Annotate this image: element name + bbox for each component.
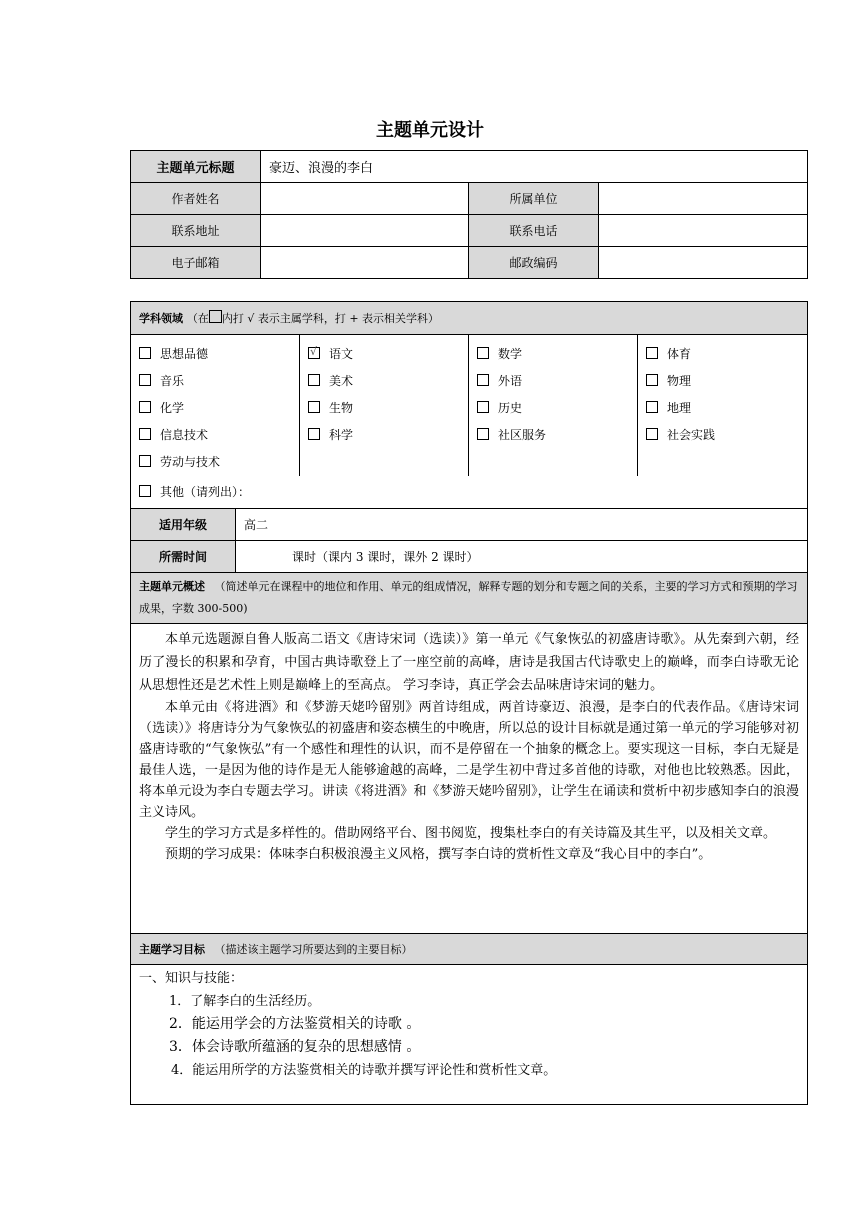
grade-value: 高二 (236, 508, 808, 540)
subject-option-label: 思想品德 (160, 347, 209, 361)
author-info-table (130, 150, 808, 279)
subject-option[interactable] (139, 422, 291, 449)
subject-option-label: 历史 (498, 401, 523, 415)
postcode-field[interactable] (599, 247, 808, 279)
subject-option[interactable] (308, 341, 460, 368)
subject-area-label: 学科领域 (139, 312, 183, 325)
overview-header (131, 572, 808, 623)
email-field[interactable] (261, 247, 469, 279)
overview-label: 主题单元概述 (139, 579, 205, 593)
overview-paragraph-4: 预期的学习成果：体味李白积极浪漫主义风格，撰写李白诗的赏析性文章及“我心目中的李白”。 (165, 846, 712, 862)
design-table (130, 301, 808, 1105)
subject-option[interactable] (477, 395, 629, 422)
unit-title-value: 豪迈、浪漫的李白 (261, 151, 808, 183)
checkbox-icon[interactable] (477, 374, 489, 386)
checkbox-checked-icon[interactable] (308, 347, 320, 359)
subject-option-label: 地理 (667, 401, 692, 415)
goal-item-4: 4．能运用所学的方法鉴赏相关的诗歌并撰写评论性和赏析性文章。 (171, 1062, 557, 1078)
subject-option-label: 科学 (329, 428, 354, 442)
checkbox-icon[interactable] (139, 401, 151, 413)
address-field[interactable] (261, 215, 469, 247)
subject-option[interactable] (477, 341, 629, 368)
subject-area-header (131, 302, 808, 335)
checkbox-sample-icon (209, 310, 222, 323)
subject-option[interactable] (646, 395, 799, 422)
goal-item-2: 2．能运用学会的方法鉴赏相关的诗歌 。 (169, 1015, 421, 1032)
subject-option[interactable] (646, 341, 799, 368)
phone-label: 联系电话 (469, 215, 599, 247)
checkbox-icon[interactable] (139, 347, 151, 359)
goals-body (131, 964, 808, 1104)
subject-other-label: 其他（请列出）： (160, 485, 251, 500)
goals-label: 主题学习目标 (139, 942, 205, 956)
subject-option-label: 社区服务 (498, 428, 547, 442)
checkbox-icon[interactable] (646, 347, 658, 359)
subject-option-label: 信息技术 (160, 428, 209, 442)
subject-option[interactable] (646, 422, 799, 449)
subject-option[interactable] (477, 368, 629, 395)
subject-option-label: 生物 (329, 401, 354, 415)
overview-paragraph-1: 本单元选题源自鲁人版高二语文《唐诗宋词（选读）》第一单元《气象恢弘的初盛唐诗歌》。从先秦到六朝，经历了漫长的积累和孕育，中国古典诗歌登上了一座空前的高峰，唐诗是我国古代诗歌史上的巅峰，而李白诗歌无论从思想性还是艺术性上则是巅峰上的至高点。 学习李诗，真正学会去品味唐诗宋词的魅力。 (139, 631, 800, 693)
unit-label: 所属单位 (469, 183, 599, 215)
address-label: 联系地址 (131, 215, 261, 247)
subject-option[interactable] (308, 395, 460, 422)
page-title: 主题单元设计 (376, 120, 484, 141)
subject-hint-a: （在 (186, 312, 209, 325)
goals-header (131, 933, 808, 964)
goals-hint: （描述该主题学习所要达到的主要目标） (214, 942, 413, 956)
checkbox-icon[interactable] (477, 347, 489, 359)
subject-option-label: 社会实践 (667, 428, 716, 442)
checkbox-icon[interactable] (308, 428, 320, 440)
subject-other-row[interactable] (131, 476, 808, 508)
subject-option-label: 劳动与技术 (160, 455, 221, 469)
subject-option-label: 语文 (329, 347, 354, 361)
subject-col-2 (300, 335, 469, 477)
checkbox-icon[interactable] (477, 428, 489, 440)
subject-option[interactable] (308, 422, 460, 449)
subject-option-label: 体育 (667, 347, 692, 361)
subject-option[interactable] (139, 341, 291, 368)
subject-option-label: 美术 (329, 374, 354, 388)
subject-option[interactable] (477, 422, 629, 449)
checkbox-icon[interactable] (646, 428, 658, 440)
subject-option-label: 物理 (667, 374, 692, 388)
unit-field[interactable] (599, 183, 808, 215)
subject-option[interactable] (139, 449, 291, 476)
checkbox-icon[interactable] (477, 401, 489, 413)
subject-col-3 (469, 335, 638, 477)
subject-option[interactable] (139, 395, 291, 422)
subject-hint-b: 内打 √ 表示主属学科，打 + 表示相关学科） (221, 312, 440, 325)
subject-option[interactable] (646, 368, 799, 395)
phone-field[interactable] (599, 215, 808, 247)
unit-title-label: 主题单元标题 (131, 151, 261, 183)
subject-col-4 (638, 335, 808, 477)
author-field[interactable] (261, 183, 469, 215)
overview-hint: （简述单元在课程中的地位和作用、单元的组成情况，解释专题的划分和专题之间的关系，主要的学习方式和预期的学习成果，字数 300-500) (139, 579, 798, 615)
overview-body (131, 623, 808, 933)
subject-col-1 (131, 335, 300, 477)
goals-heading: 一、知识与技能： (139, 970, 244, 986)
postcode-label: 邮政编码 (469, 247, 599, 279)
author-label: 作者姓名 (131, 183, 261, 215)
checkbox-icon[interactable] (139, 428, 151, 440)
overview-paragraph-2: 本单元由《将进酒》和《梦游天姥吟留别》两首诗组成，两首诗豪迈、浪漫，是李白的代表作品。《唐诗宋词（选读）》将唐诗分为气象恢弘的初盛唐和姿态横生的中晚唐，所以总的设计目标就是通过第一单元的学习能够对初盛唐诗歌的“气象恢弘”有一个感性和理性的认识，而不是停留在一个抽象的概念上。要实现这一目标，李白无疑是最佳人选，一是因为他的诗作是无人能够逾越的高峰，二是学生初中背过多首他的诗歌，对他也比较熟悉。因此，将本单元设为李白专题去学习。讲读《将进酒》和《梦游天姥吟留别》，让学生在诵读和赏析中初步感知李白的浪漫主义诗风。 (139, 699, 800, 820)
checkbox-icon[interactable] (646, 374, 658, 386)
checkbox-icon[interactable] (308, 374, 320, 386)
subject-option-label: 外语 (498, 374, 523, 388)
email-label: 电子邮箱 (131, 247, 261, 279)
subject-option[interactable] (139, 368, 291, 395)
subject-option-label: 音乐 (160, 374, 185, 388)
checkbox-icon[interactable] (308, 401, 320, 413)
checkbox-icon[interactable] (139, 374, 151, 386)
goal-item-3: 3．体会诗歌所蕴涵的复杂的思想感情 。 (169, 1038, 421, 1055)
subject-option[interactable] (308, 368, 460, 395)
subject-option-label: 化学 (160, 401, 185, 415)
checkbox-icon[interactable] (646, 401, 658, 413)
time-value: 课时（课内 3 课时，课外 2 课时） (236, 540, 808, 572)
checkbox-icon[interactable] (139, 485, 151, 497)
time-label: 所需时间 (131, 540, 236, 572)
checkbox-icon[interactable] (139, 455, 151, 467)
subject-option-label: 数学 (498, 347, 523, 361)
goal-item-1: 1．了解李白的生活经历。 (169, 993, 321, 1009)
overview-paragraph-3: 学生的学习方式是多样性的。借助网络平台、图书阅览，搜集杜李白的有关诗篇及其生平，以及相关文章。 (165, 825, 777, 841)
grade-label: 适用年级 (131, 508, 236, 540)
